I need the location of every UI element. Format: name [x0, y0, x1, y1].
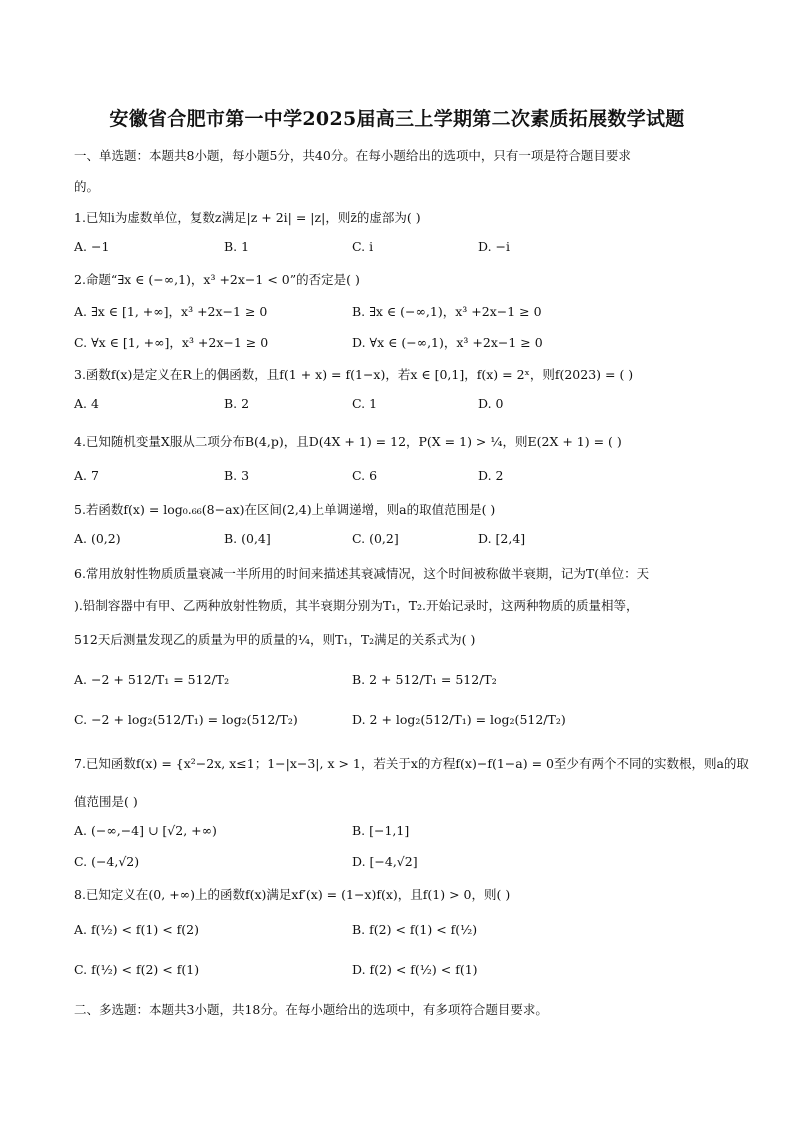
- question-3-option-a: A. 4: [74, 396, 99, 411]
- question-7-stem-line-1: 7.已知函数f(x) = {x²−2x, x≤1；1−|x−3|, x > 1，若关于x的方程f(x)−f(1−a) = 0至少有两个不同的实数根，则a的取: [74, 756, 749, 771]
- question-3-option-c: C. 1: [352, 396, 378, 411]
- question-1-option-a: A. −1: [74, 239, 110, 254]
- question-2-option-d: D. ∀x ∈ (−∞,1)，x³ +2x−1 ≥ 0: [352, 335, 543, 350]
- question-7-option-c: C. (−4,√2): [74, 854, 140, 869]
- question-8-option-d: D. f(2) < f(½) < f(1): [352, 962, 478, 977]
- section-one-header-cont: 的。: [74, 179, 100, 194]
- question-7-option-d: D. [−4,√2]: [352, 854, 418, 869]
- section-two-header: 二、多选题：本题共3小题，共18分。在每小题给出的选项中，有多项符合题目要求。: [74, 1002, 548, 1017]
- question-7-stem-line-2: 值范围是( ): [74, 794, 138, 809]
- question-1-option-c: C. i: [352, 239, 374, 254]
- question-8-option-b: B. f(2) < f(1) < f(½): [352, 922, 478, 937]
- question-4-stem: 4.已知随机变量X服从二项分布B(4,p)，且D(4X + 1) = 12，P(X = 1) > ¼，则E(2X + 1) = ( ): [74, 434, 622, 449]
- question-1-option-b: B. 1: [224, 239, 250, 254]
- question-6-stem-line-1: 6.常用放射性物质质量衰减一半所用的时间来描述其衰减情况，这个时间被称做半衰期，记为T(单位：天: [74, 566, 650, 581]
- question-6-option-b: B. 2 + 512/T₁ = 512/T₂: [352, 672, 497, 687]
- question-7-option-b: B. [−1,1]: [352, 823, 410, 838]
- question-8-option-a: A. f(½) < f(1) < f(2): [74, 922, 199, 937]
- question-6-stem-line-3: 512天后测量发现乙的质量为甲的质量的¼，则T₁，T₂满足的关系式为( ): [74, 632, 476, 647]
- question-4-option-b: B. 3: [224, 468, 250, 483]
- question-8-stem: 8.已知定义在(0, +∞)上的函数f(x)满足xf′(x) = (1−x)f(x)，且f(1) > 0，则( ): [74, 887, 511, 902]
- question-6-option-c: C. −2 + log₂(512/T₁) = log₂(512/T₂): [74, 712, 298, 727]
- question-5-option-d: D. [2,4]: [478, 531, 526, 546]
- question-2-option-b: B. ∃x ∈ (−∞,1)，x³ +2x−1 ≥ 0: [352, 304, 542, 319]
- question-1-stem: 1.已知i为虚数单位，复数z满足|z + 2i| = |z|，则z̄的虚部为( ): [74, 210, 421, 225]
- question-7-option-a: A. (−∞,−4] ∪ [√2, +∞): [74, 823, 217, 838]
- question-4-option-c: C. 6: [352, 468, 378, 483]
- question-5-stem: 5.若函数f(x) = log₀.₆₆(8−ax)在区间(2,4)上单调递增，则a的取值范围是( ): [74, 502, 496, 517]
- question-3-stem: 3.函数f(x)是定义在R上的偶函数，且f(1 + x) = f(1−x)，若x ∈ [0,1]，f(x) = 2ˣ，则f(2023) = ( ): [74, 367, 634, 382]
- question-6-option-d: D. 2 + log₂(512/T₁) = log₂(512/T₂): [352, 712, 566, 727]
- question-2-option-a: A. ∃x ∈ [1, +∞]，x³ +2x−1 ≥ 0: [74, 304, 268, 319]
- question-8-option-c: C. f(½) < f(2) < f(1): [74, 962, 200, 977]
- question-5-option-a: A. (0,2): [74, 531, 121, 546]
- question-3-option-b: B. 2: [224, 396, 250, 411]
- question-5-option-c: C. (0,2]: [352, 531, 399, 546]
- question-1-option-d: D. −i: [478, 239, 510, 254]
- question-5-option-b: B. (0,4]: [224, 531, 271, 546]
- question-6-stem-line-2: ).铅制容器中有甲、乙两种放射性物质，其半衰期分别为T₁，T₂.开始记录时，这两种物质的质量相等，: [74, 598, 639, 613]
- question-2-stem: 2.命题“∃x ∈ (−∞,1)，x³ +2x−1 < 0”的否定是( ): [74, 272, 360, 287]
- question-4-option-a: A. 7: [74, 468, 99, 483]
- question-2-option-c: C. ∀x ∈ [1, +∞]，x³ +2x−1 ≥ 0: [74, 335, 269, 350]
- question-6-option-a: A. −2 + 512/T₁ = 512/T₂: [74, 672, 230, 687]
- page-title: 安徽省合肥市第一中学2025届高三上学期第二次素质拓展数学试题: [109, 108, 685, 130]
- question-3-option-d: D. 0: [478, 396, 504, 411]
- section-one-header: 一、单选题：本题共8小题，每小题5分，共40分。在每小题给出的选项中，只有一项是符合题目要求: [74, 148, 631, 163]
- question-4-option-d: D. 2: [478, 468, 504, 483]
